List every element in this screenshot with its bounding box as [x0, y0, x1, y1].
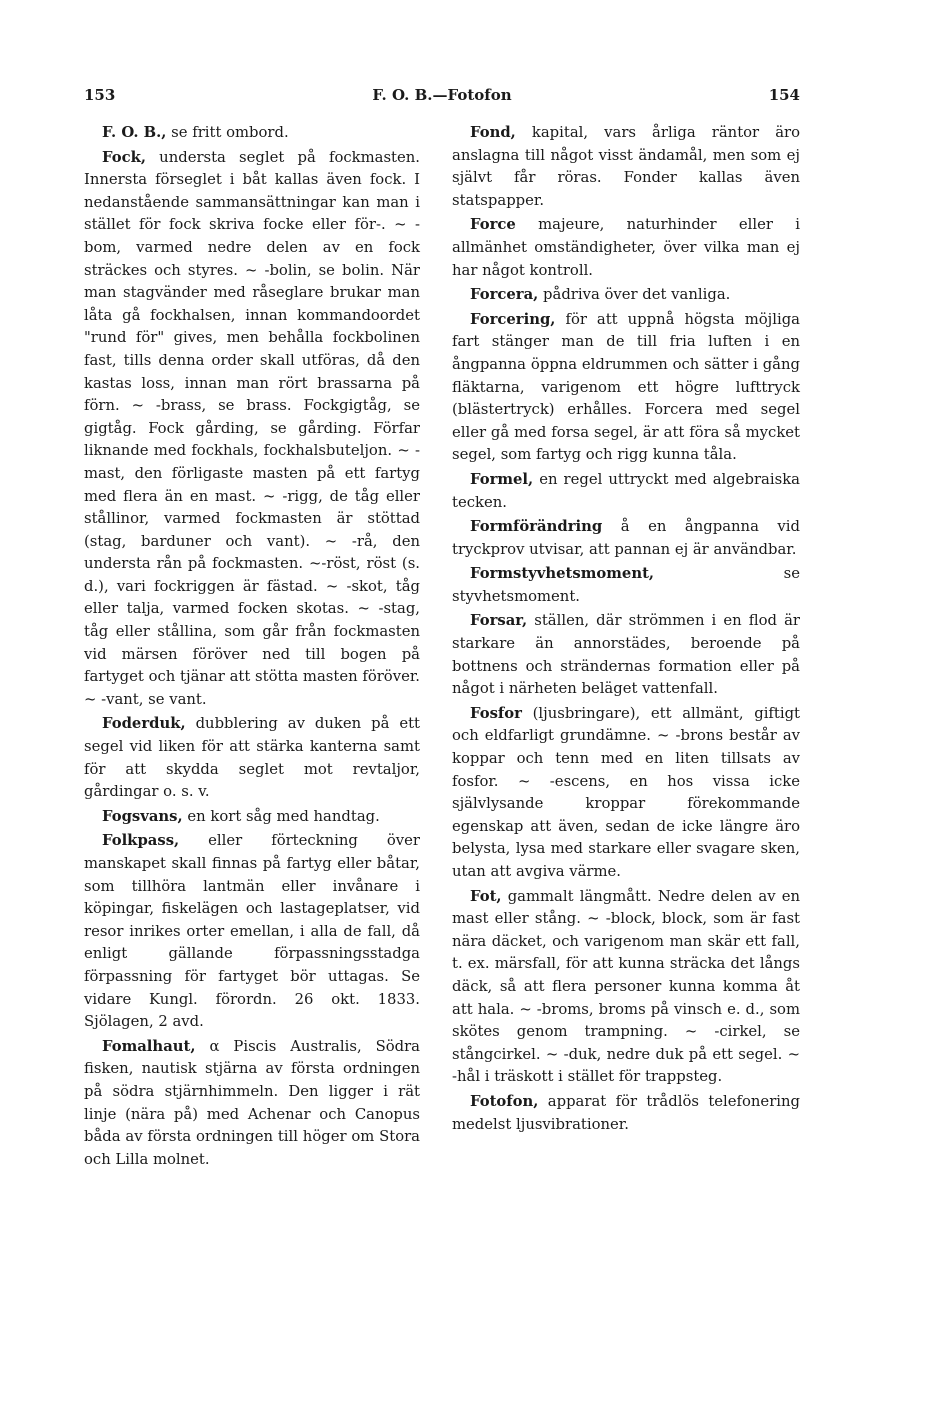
entry-headword: Fosfor — [470, 704, 522, 722]
entry-text: en regel uttryckt med algebraiska tecken. — [452, 470, 800, 511]
entry-text: α Piscis Australis, Södra fisken, nautisk stjärna av första ordningen på södra stjärnhimmeln. Den ligger i rät linje (nära på) med Achenar och Canopus båda av första ordningen till höger om Stora och Lilla molnet. — [84, 1037, 420, 1168]
dictionary-entry — [452, 309, 800, 467]
dictionary-entry — [84, 1036, 420, 1172]
entry-text: majeure, naturhinder eller i allmänhet omständigheter, över vilka man ej har något kontroll. — [452, 216, 800, 279]
dictionary-entry — [452, 469, 800, 514]
entry-headword: Fot, — [470, 887, 502, 905]
entry-text: gammalt längmått. Nedre delen av en mast eller stång. ~ -block, block, som är fast nära däcket, och varigenom man skär ett fall, t. ex. märsfall, för att kunna sträcka det långs däck, så att flera personer kunna komma åt att hala. ~ -broms, broms på vinsch e. d., som skötes genom trampning. ~ -cirkel, se stångcirkel. ~ -duk, nedre duk på ett segel. ~ -hål i träskott i stället för trappsteg. — [452, 887, 800, 1086]
page-number-right: 154 — [768, 86, 800, 104]
entry-headword: Foderduk, — [102, 715, 186, 733]
entry-text: å en ångpanna vid tryckprov utvisar, att pannan ej är användbar. — [452, 518, 800, 558]
entry-text: se fritt ombord. — [166, 124, 289, 141]
dictionary-entry — [84, 830, 420, 1033]
entry-headword: Fomalhaut, — [102, 1037, 196, 1055]
entry-text: eller förteckning över manskapet skall finnas på fartyg eller båtar, som tillhöra lantmän eller invånare i köpingar, fiskelägen och lastageplatser, vid resor inrikes orter emellan, i alla de fall, då enligt gällande förpassningsstadga förpassning för fartyget bör uttagas. Se vidare Kungl. förordn. 26 okt. 1833. Sjölagen, 2 avd. — [84, 832, 420, 1031]
entry-text: se styvhetsmoment. — [452, 565, 800, 605]
page-number-left: 153 — [84, 86, 116, 104]
dictionary-entry — [84, 122, 420, 145]
dictionary-entry — [452, 610, 800, 700]
entry-headword: Force — [470, 216, 516, 234]
entry-text: understa seglet på fockmasten. Innersta förseglet i båt kallas även fock. I nedanstående sammansättningar kan man i stället för fock skriva focke eller för-. ~ -bom, varmed nedre delen av en fock sträckes och styres. ~ -bolin, se bolin. När man stagvänder med råseglare brukar man låta gå fockhalsen, innan kommandoordet "rund för" gives, men behålla fockbolinen fast, tills denna order skall utföras, då den kastas loss, innan man rört brassarna på förn. ~ -brass, se brass. Fockgigtåg, se gigtåg. Fock gårding, se gårding. Förfar liknande med fockhals, fockhalsbuteljon. ~ -mast, den förligaste masten på ett fartyg med flera än en mast. ~ -rigg, de tåg eller stållinor, varmed fockmasten är stöttad (stag, barduner och vant). ~ -rå, den understa rån på fockmasten. ~-röst, röst (s. d.), vari fockriggen är fästad. ~ -skot, tåg eller talja, varmed focken skotas. ~ -stag, tåg eller stållina, som går från fockmasten vid märsen föröver ned till bogen på fartyget och tjänar att stötta masten föröver. ~ -vant, se vant. — [84, 148, 420, 708]
entry-headword: Folkpass, — [102, 832, 180, 850]
dictionary-entry — [452, 284, 800, 307]
left-column — [84, 122, 420, 1173]
entry-headword: Forcera, — [470, 286, 539, 304]
entry-headword: Formförändring — [470, 518, 603, 536]
entry-headword: Fogsvans, — [102, 807, 183, 825]
dictionary-entry — [452, 886, 800, 1089]
entry-headword: Fotofon, — [470, 1092, 539, 1110]
entry-headword: Formel, — [470, 470, 534, 488]
dictionary-entry — [84, 806, 420, 829]
dictionary-entry — [84, 147, 420, 712]
dictionary-entry — [452, 122, 800, 212]
dictionary-entry — [452, 1091, 800, 1136]
entry-text: för att uppnå högsta möjliga fart stänger man de till fria luften i en ångpanna öppna eldrummen och sätter i gång fläktarna, varigenom ett högre lufttryck (blästertryck) erhålles. Forcera med segel eller gå med forsa segel, är att föra så mycket segel, som fartyg och rigg kunna tåla. — [452, 310, 800, 464]
page-header — [84, 86, 800, 108]
entry-headword: Formstyvhetsmoment, — [470, 565, 655, 583]
entry-headword: Fock, — [102, 148, 146, 166]
running-title: F. O. B.—Fotofon — [372, 86, 512, 104]
entry-text: en kort såg med handtag. — [182, 807, 380, 825]
entry-text: dubblering av duken på ett segel vid liken för att stärka kanterna samt för att skydda seglet mot revtaljor, gårdingar o. s. v. — [84, 715, 420, 801]
entry-text: kapital, vars årliga räntor äro anslagna till något visst ändamål, men som ej självt får röras. Fonder kallas även statspapper. — [452, 124, 800, 209]
entry-headword: F. O. B., — [102, 124, 167, 141]
dictionary-entry — [84, 713, 420, 803]
entry-text: (ljusbringare), ett allmänt, giftigt och eldfarligt grundämne. ~ -brons består av koppar och tenn med en liten tillsats av fosfor. ~ -escens, en hos vissa icke självlysande kroppar förekommande egenskap att även, sedan de icke längre äro belysta, lysa med starkare eller svagare sken, utan att avgiva värme. — [452, 704, 800, 880]
entry-text: apparat för trådlös telefonering medelst ljusvibrationer. — [452, 1092, 800, 1133]
entry-headword: Forcering, — [470, 310, 556, 328]
right-column — [452, 122, 800, 1138]
entry-text: pådriva över det vanliga. — [538, 286, 731, 304]
dictionary-entry — [452, 563, 800, 608]
entry-text: ställen, där strömmen i en flod är starkare än annorstädes, beroende på bottnens och strändernas formation eller på något i närheten beläget vattenfall. — [452, 612, 800, 698]
dictionary-entry — [452, 516, 800, 561]
entry-headword: Fond, — [470, 124, 516, 141]
entry-headword: Forsar, — [470, 612, 528, 630]
dictionary-entry — [452, 703, 800, 884]
dictionary-entry — [452, 214, 800, 282]
